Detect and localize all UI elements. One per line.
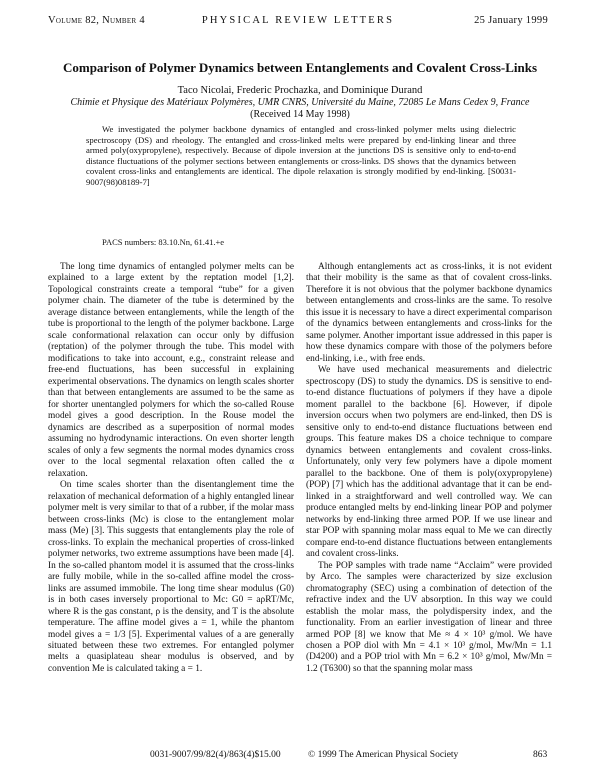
- volume-number: Volume 82, Number 4: [48, 15, 145, 26]
- article-title: Comparison of Polymer Dynamics between Entanglements and Covalent Cross-Links: [62, 60, 538, 75]
- paragraph: On time scales shorter than the disentanglement time the relaxation of mechanical deformation of a highly entangled linear polymer melt is very similar to that of a rubber, if the molar mass between cross-links (Mc) is close to the entanglement molar mass (Me) [3]. This suggests that entanglements play the role of cross-links. To explain the mechanical properties of cross-linked polymer networks, two extreme assumptions have been made [4]. In the so-called phantom model it is assumed that the cross-links are fully mobile, while in the so-called affine model the cross-links are assumed immobile. The long time shear modulus (G0) is in both cases inversely proportional to Mc: G0 = aρRT/Mc, where R is the gas constant, ρ is the density, and T is the absolute temperature. The affine model gives a = 1, while the phantom model gives a = 1/3 [5]. Experimental values of a are generally situated between these two extremes. For entangled polymer melts a quasiplateau shear modulus is observed, and by convention Me is calculated taking a = 1.: [48, 480, 294, 674]
- paragraph: We have used mechanical measurements and dielectric spectroscopy (DS) to study the dynamics. DS is sensitive to end-to-end distance fluctuations of polymers if they have a dipole moment parallel to the backbone [6]. However, if dipole inversion occurs when two polymers are end-linked, then DS is sensitive only to end-to-end distance fluctuations between end groups. This feature makes DS a choice technique to compare dynamics between entanglements and covalent cross-links. Unfortunately, only very few polymers have a dipole moment parallel to the backbone. One of them is poly(oxypropylene) (POP) [7] which has the additional advantage that it can be end-linked in a straightforward and well controlled way. We can produce entangled melts by end-linking linear POP and polymer networks by end-linking three armed POP. If we use linear and star POP with spanning molar mass equal to Me we can directly compare end-to-end distance fluctuations between entanglements and covalent cross-links.: [306, 365, 552, 560]
- article-code: 0031-9007/99/82(4)/863(4)$15.00: [150, 750, 281, 760]
- issue-date: 25 January 1999: [474, 15, 548, 26]
- paragraph: Although entanglements act as cross-links, it is not evident that their mobility is the same as that of covalent cross-links. Therefore it is not obvious that the polymer backbone dynamics between entanglements and cross-links are the same. To resolve this issue it is necessary to have a direct experimental comparison of the dynamics between entanglements and cross-links for the same polymer. Another important issue addressed in this paper is how these dynamics compare with those of the polymers before end-linking, i.e., with free ends.: [306, 262, 552, 364]
- paragraph: The long time dynamics of entangled polymer melts can be explained to a large extent by the reptation model [1,2]. Topological constraints create a temporal “tube” for a given polymer chain. The diameter of the tube is determined by the average distance between entanglements, while the length of the tube is proportional to the length of the polymer backbone. Large scale conformational relaxation can occur only by diffusion (reptation) of the polymer through the tube. This model with modifications to take into account, e.g., constraint release and free-end fluctuations, has been successful in explaining experimental observations. The dynamics on length scales shorter than that between entanglements are assumed to be the same as for shorter unentangled polymers for which the so-called Rouse model gives a good description. In the Rouse model the dynamics are described as a superposition of normal modes assuming no hydrodynamic interactions. On even shorter length scales of only a few segments the normal modes dynamics cross over to the local segmental relaxation often called the α relaxation.: [48, 262, 294, 479]
- affiliation: Chimie et Physique des Matériaux Polymères, UMR CNRS, Université du Maine, 72085 Le Mans Cedex 9, France: [70, 97, 530, 108]
- received-date: (Received 14 May 1998): [250, 109, 350, 120]
- paragraph: The POP samples with trade name “Acclaim” were provided by Arco. The samples were characterized by size exclusion chromatography (SEC) using a combination of detection of the refractive index and the UV absorption. In this way we could establish the molar mass, the polydispersity index, and the functionality. From an earlier investigation of linear and three armed POP [8] we know that Me ≈ 4 × 10³ g/mol. We have chosen a POP diol with Mn = 4.1 × 10³ g/mol, Mw/Mn = 1.1 (D4200) and a POP triol with Mn = 6.2 × 10³ g/mol, Mw/Mn = 1.2 (T6300) so that the spanning molar mass: [306, 560, 552, 674]
- pacs-numbers: PACS numbers: 83.10.Nn, 61.41.+e: [102, 237, 225, 247]
- right-column: [306, 262, 552, 675]
- abstract: We investigated the polymer backbone dynamics of entangled and cross-linked polymer melts using dielectric spectroscopy (DS) and rheology. The entangled and cross-linked melts were prepared by end-linking linear and three armed poly(oxypropylene), respectively. Because of dipole inversion at the junctions DS is sensitive only to end-to-end distance fluctuations of the polymer sections between entanglements or cross-links. DS shows that the dynamics between covalent cross-links and entanglements are identical. The dipole relaxation is strongly modified by end-linking. [S0031-9007(98)08189-7]: [86, 124, 516, 187]
- journal-name: PHYSICAL REVIEW LETTERS: [201, 15, 395, 26]
- copyright: © 1999 The American Physical Society: [308, 750, 459, 760]
- page-number: 863: [533, 750, 548, 760]
- left-column: [48, 262, 294, 675]
- author-list: Taco Nicolai, Frederic Prochazka, and Dominique Durand: [177, 85, 423, 96]
